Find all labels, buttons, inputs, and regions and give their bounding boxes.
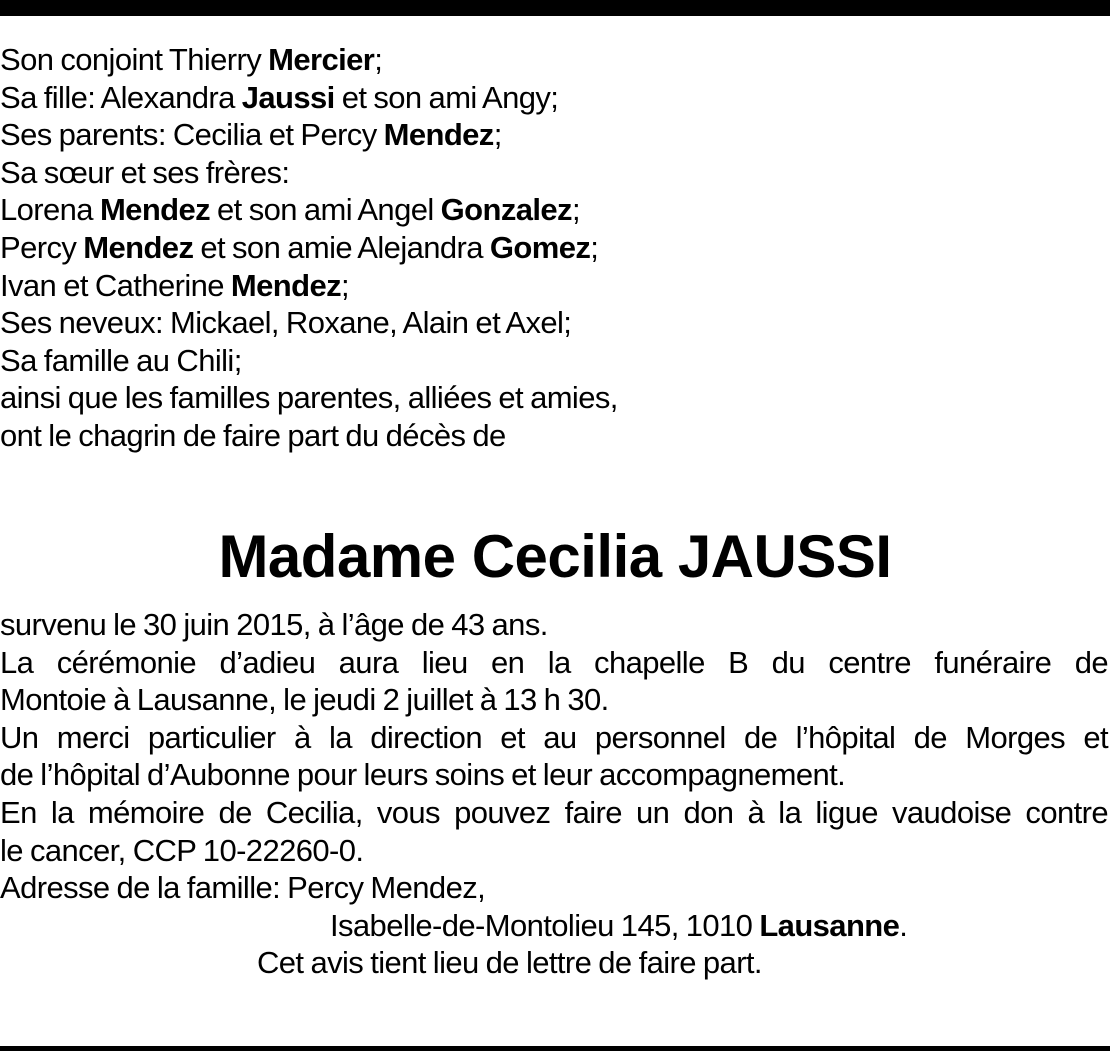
- donation-line: le cancer, CCP 10-22260-0.: [0, 832, 364, 868]
- ceremony-line: La cérémonie d’adieu aura lieu en la chapelle B du centre funéraire de: [0, 644, 1108, 680]
- sibling-line: Percy Mendez et son amie Alejandra Gomez;: [0, 229, 599, 265]
- parents-line: Ses parents: Cecilia et Percy Mendez;: [0, 117, 502, 153]
- donation-line: En la mémoire de Cecilia, vous pouvez faire un don à la ligue vaudoise contre: [0, 794, 1108, 830]
- spouse-line: Son conjoint Thierry Mercier;: [0, 42, 383, 77]
- address-line: Isabelle-de-Montolieu 145, 1010 Lausanne.: [330, 907, 908, 943]
- sibling-line: Ivan et Catherine Mendez;: [0, 267, 349, 303]
- sibling-line: Lorena Mendez et son ami Angel Gonzalez;: [0, 192, 580, 228]
- bottom-border-rule: [0, 1046, 1110, 1051]
- top-border-rule: [0, 0, 1110, 16]
- ceremony-line: Montoie à Lausanne, le jeudi 2 juillet à 13 h 30.: [0, 682, 609, 718]
- family-list: [0, 41, 1110, 455]
- chile-family-line: Sa famille au Chili;: [0, 342, 242, 378]
- date-age-line: survenu le 30 juin 2015, à l’âge de 43 ans.: [0, 607, 548, 642]
- thanks-line: Un merci particulier à la direction et au personnel de l’hôpital de Morges et: [0, 719, 1108, 755]
- deceased-name-heading: Madame Cecilia JAUSSI: [218, 523, 892, 590]
- daughter-line: Sa fille: Alexandra Jaussi et son ami Angy;: [0, 79, 559, 115]
- siblings-intro-line: Sa sœur et ses frères:: [0, 154, 290, 190]
- nephews-line: Ses neveux: Mickael, Roxane, Alain et Axel;: [0, 305, 572, 341]
- announcement-line: ont le chagrin de faire part du décès de: [0, 417, 506, 453]
- notice-details: [0, 606, 1110, 982]
- address-line: Adresse de la famille: Percy Mendez,: [0, 870, 486, 906]
- closing-line: Cet avis tient lieu de lettre de faire part.: [257, 945, 762, 981]
- relatives-line: ainsi que les familles parentes, alliées et amies,: [0, 380, 618, 416]
- thanks-line: de l’hôpital d’Aubonne pour leurs soins et leur accompagnement.: [0, 757, 846, 793]
